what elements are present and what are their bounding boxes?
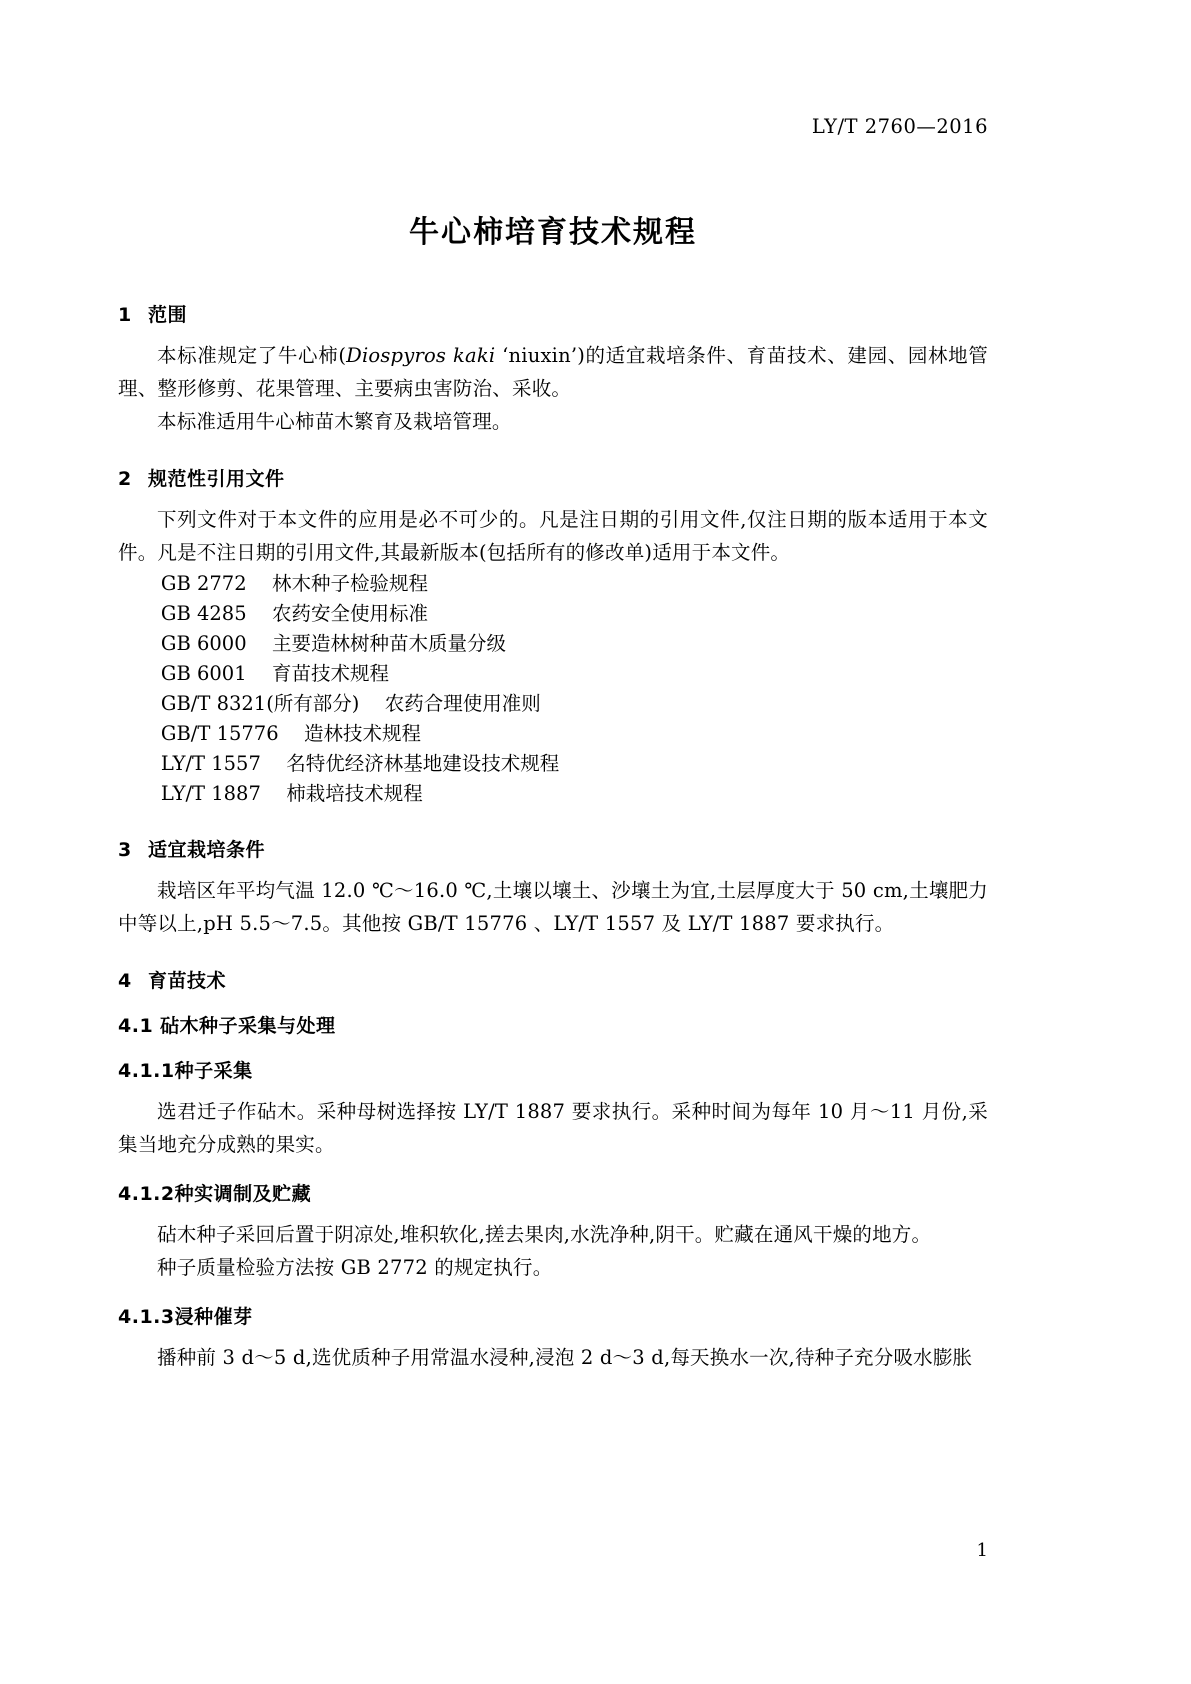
- document-body: [118, 300, 988, 1374]
- paragraph-scope-1: [118, 339, 988, 405]
- section-number-4-1: 4.1: [118, 1015, 154, 1037]
- paragraph-normative-refs: 下列文件对于本文件的应用是必不可少的。凡是注日期的引用文件,仅注日期的版本适用于本文件。凡是不注日期的引用文件,其最新版本(包括所有的修改单)适用于本文件。: [118, 508, 988, 564]
- standard-number: LY/T 2760—2016: [811, 115, 988, 138]
- paragraph-seed-soaking: 播种前 3 d～5 d,选优质种子用常温水浸种,浸泡 2 d～3 d,每天换水一次,待种子充分吸水膨胀: [157, 1346, 973, 1369]
- section-title-3: 适宜栽培条件: [148, 839, 266, 861]
- page-content: [118, 0, 988, 1684]
- section-heading-1: [118, 300, 988, 327]
- reference-code: GB 6000: [160, 632, 247, 655]
- section-heading-4-1-3: [118, 1302, 988, 1329]
- reference-code: GB/T 8321(所有部分): [160, 692, 360, 715]
- paragraph-cultivation-conditions: 栽培区年平均气温 12.0 ℃～16.0 ℃,土壤以壤土、沙壤土为宜,土层厚度大于 50 cm,土壤肥力中等以上,pH 5.5～7.5。其他按 GB/T 15776 、LY/T 1557 及 LY/T 1887 要求执行。: [118, 879, 988, 935]
- section-title-4: 育苗技术: [148, 970, 227, 992]
- section-title-1: 范围: [148, 304, 188, 326]
- section-number-4-1-3: 4.1.3: [118, 1306, 175, 1328]
- paragraph-seed-processing-1: 砧木种子采回后置于阴凉处,堆积软化,搓去果肉,水洗净种,阴干。贮藏在通风干燥的地方。: [157, 1223, 932, 1246]
- section-number-4: 4: [118, 970, 132, 992]
- page-title: 牛心柿培育技术规程: [409, 215, 697, 250]
- reference-item: [118, 749, 988, 779]
- section-heading-3: [118, 835, 988, 862]
- reference-code: GB 4285: [160, 602, 247, 625]
- reference-code: GB 2772: [160, 572, 247, 595]
- reference-code: LY/T 1887: [160, 782, 261, 805]
- reference-item: [118, 629, 988, 659]
- section-heading-4-1: [118, 1011, 988, 1038]
- reference-code: GB 6001: [160, 662, 247, 685]
- page-number: 1: [976, 1540, 988, 1561]
- reference-title: 林木种子检验规程: [271, 572, 428, 595]
- section-heading-2: [118, 464, 988, 491]
- section-number-4-1-1: 4.1.1: [118, 1060, 175, 1082]
- reference-title: 主要造林树种苗木质量分级: [271, 632, 506, 655]
- section-number-2: 2: [118, 468, 132, 490]
- reference-title: 柿栽培技术规程: [286, 782, 423, 805]
- reference-title: 农药安全使用标准: [271, 602, 428, 625]
- reference-item: [118, 569, 988, 599]
- section-title-4-1-1: 种子采集: [174, 1060, 253, 1082]
- latin-name: Diospyros kaki: [346, 344, 496, 367]
- reference-title: 农药合理使用准则: [384, 692, 541, 715]
- reference-code: LY/T 1557: [160, 752, 261, 775]
- paragraph-seed-collection: 选君迁子作砧木。采种母树选择按 LY/T 1887 要求执行。采种时间为每年 10 月～11 月份,采集当地充分成熟的果实。: [118, 1100, 988, 1156]
- reference-title: 育苗技术规程: [271, 662, 389, 685]
- reference-item: [118, 689, 988, 719]
- section-number-4-1-2: 4.1.2: [118, 1183, 175, 1205]
- section-heading-4-1-1: [118, 1056, 988, 1083]
- section-number-1: 1: [118, 304, 132, 326]
- section-title-2: 规范性引用文件: [148, 468, 285, 490]
- section-heading-4-1-2: [118, 1179, 988, 1206]
- section-title-4-1-2: 种实调制及贮藏: [174, 1183, 312, 1205]
- reference-item: [118, 719, 988, 749]
- scope-text-a: 本标准规定了牛心柿(: [157, 344, 347, 367]
- scope-text-b: ‘niuxin’)的适宜栽培条件、育苗技术、建园、园林地管理、整形修剪、花果管理、主要病虫害防治、采收。: [118, 344, 989, 400]
- paragraph-scope-2: 本标准适用牛心柿苗木繁育及栽培管理。: [157, 410, 512, 433]
- reference-item: [118, 599, 988, 629]
- reference-title: 造林技术规程: [303, 722, 421, 745]
- section-title-4-1: 砧木种子采集与处理: [160, 1015, 336, 1037]
- section-title-4-1-3: 浸种催芽: [174, 1306, 253, 1328]
- reference-title: 名特优经济林基地建设技术规程: [286, 752, 560, 775]
- reference-code: GB/T 15776: [160, 722, 279, 745]
- paragraph-seed-processing-2: 种子质量检验方法按 GB 2772 的规定执行。: [157, 1256, 553, 1279]
- reference-item: [118, 779, 988, 809]
- section-heading-4: [118, 966, 988, 993]
- section-number-3: 3: [118, 839, 132, 861]
- reference-item: [118, 659, 988, 689]
